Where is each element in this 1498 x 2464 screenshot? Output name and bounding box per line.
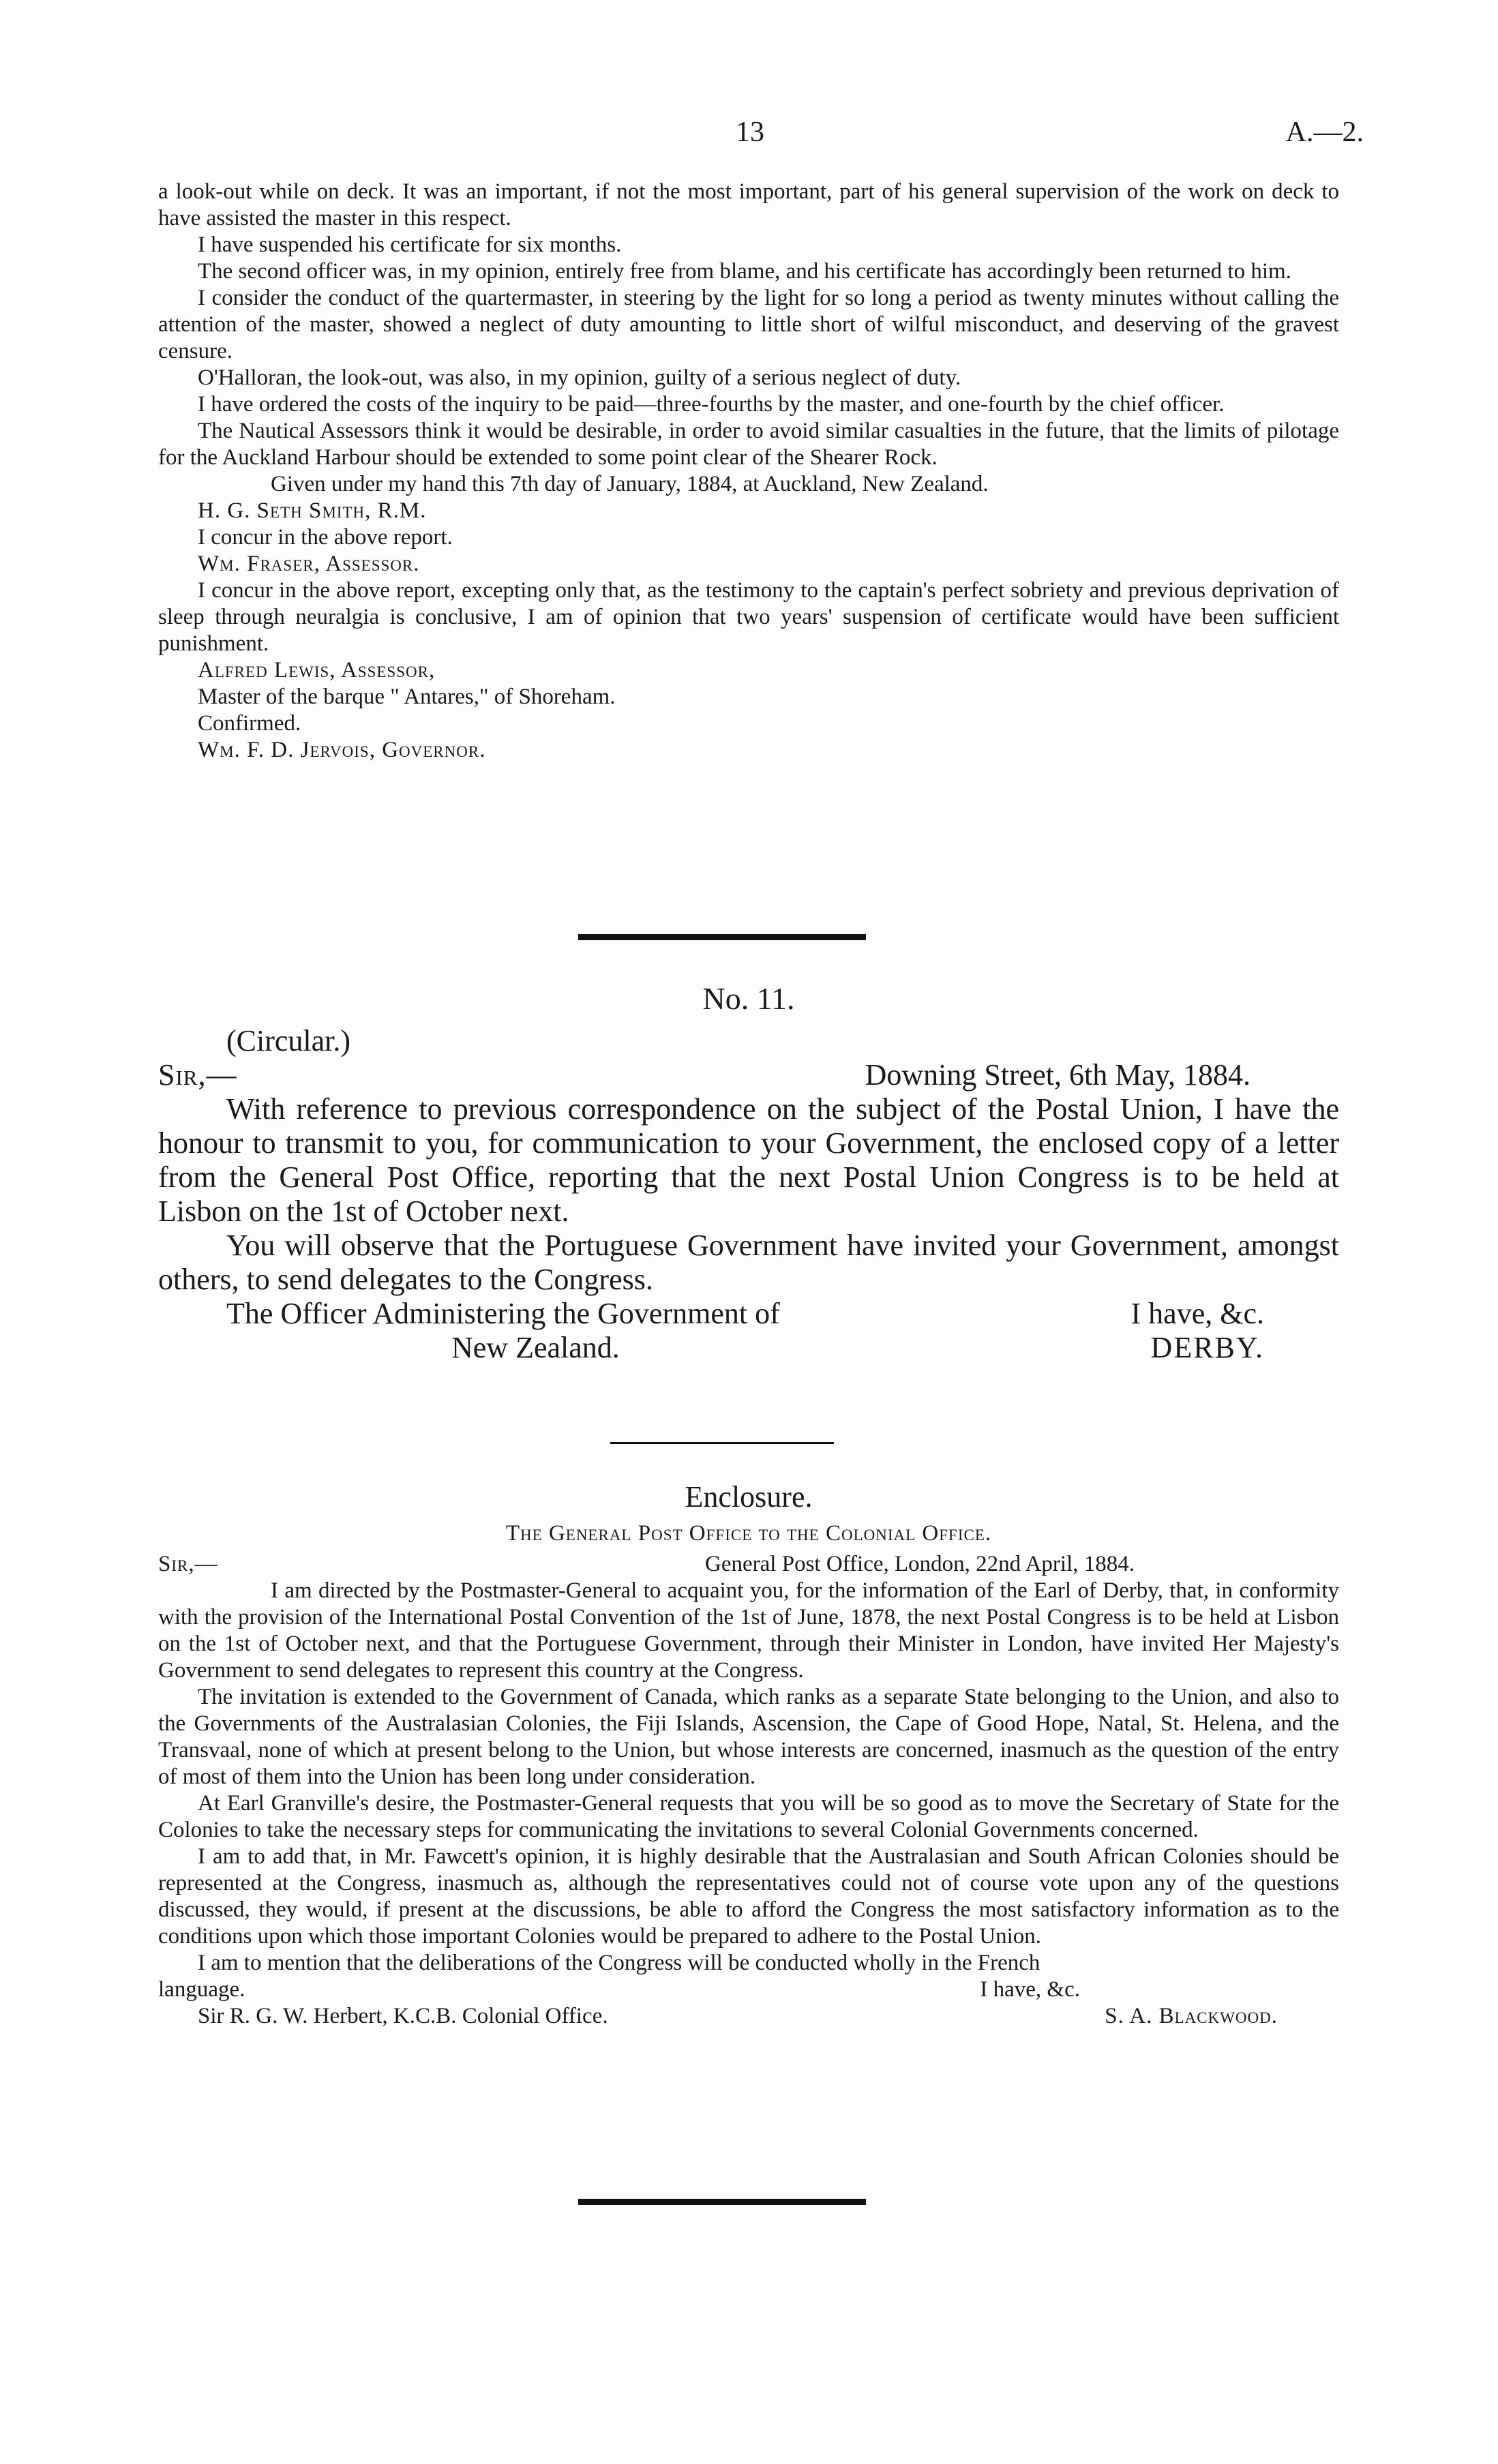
place-date: General Post Office, London, 22nd April, 1884. (705, 1552, 1135, 1576)
closing-phrase: I have, &c. (980, 1977, 1080, 2002)
enclosure-paragraph: I am to add that, in Mr. Fawcett's opinion, it is highly desirable that the Australasian and South African Colonies should be represented at the Congress, inasmuch as, although the representatives could not of course vote upon any of the questions discussed, they would, if present at the discussions, be able to afford the Congress the most satisfactory information as to the conditions upon which those important Colonies would be prepared to adhere to the Postal Union. (158, 1844, 1339, 1949)
signature-lewis-title: Master of the barque " Antares," of Shoreham. (198, 685, 616, 709)
page-number: 13 (736, 117, 764, 148)
signature-derby: DERBY. (1150, 1331, 1264, 1364)
circular-label: (Circular.) (226, 1024, 351, 1057)
enclosure-paragraph: At Earl Granville's desire, the Postmaster-General requests that you will be so good as to move the Secretary of State for the Colonies to take the necessary steps for communicating the invitations to several Colonial Governments concerned. (158, 1791, 1339, 1842)
given-under-hand: Given under my hand this 7th day of January, 1884, at Auckland, New Zealand. (271, 472, 989, 496)
section-divider (578, 934, 866, 940)
place-date: Downing Street, 6th May, 1884. (865, 1058, 1250, 1092)
confirmed-label: Confirmed. (198, 711, 301, 736)
enclosure-paragraph: I am directed by the Postmaster-General to acquaint you, for the information of the Earl of Derby, that, in conformity with the provision of the International Postal Convention of the 1st of June, 1878, the next Postal Congress is to be held at Lisbon on the 1st of October next, and that the Portuguese Government, through their Minister in London, have invited Her Majesty's Government to send delegates to represent this country at the Congress. (158, 1578, 1339, 1683)
report-paragraph: I have ordered the costs of the inquiry to be paid—three-fourths by the master, and one-fourth by the chief officer. (198, 392, 1225, 417)
concur-line-fraser: I concur in the above report. (198, 525, 453, 550)
enclosure-route: The General Post Office to the Colonial Office. (505, 1521, 992, 1546)
inquiry-report-section (158, 179, 1339, 764)
report-paragraph: The Nautical Assessors think it would be desirable, in order to avoid similar casualties in the future, that the limits of pilotage for the Auckland Harbour should be extended to some point clear of the Shearer Rock. (158, 419, 1339, 470)
enclosure-section (158, 1479, 1339, 2030)
enclosure-paragraph: I am to mention that the deliberations of the Congress will be conducted wholly in the French (198, 1951, 1040, 1975)
signature-jervois: Wm. F. D. Jervois, Governor. (198, 738, 486, 762)
despatch-paragraph: You will observe that the Portuguese Government have invited your Government, amongst others, to send delegates to the Congress. (158, 1229, 1339, 1296)
section-divider (578, 2199, 866, 2205)
enclosure-heading: Enclosure. (685, 1480, 813, 1514)
despatch-no-11 (158, 982, 1339, 1365)
despatch-paragraph: With reference to previous correspondence on the subject of the Postal Union, I have the honour to transmit to you, for communication to your Government, the enclosed copy of a letter from the General Post Office, reporting that the next Postal Union Congress is to be held at Lisbon on the 1st of October next. (158, 1092, 1339, 1228)
addressee-line: The Officer Administering the Government of (226, 1297, 780, 1330)
report-paragraph: a look-out while on deck. It was an important, if not the most important, part of his general supervision of the work on deck to have assisted the master in this respect. (158, 179, 1339, 230)
signature-lewis: Alfred Lewis, Assessor, (198, 658, 436, 682)
enclosure-last-word: language. (158, 1977, 245, 2002)
report-paragraph: The second officer was, in my opinion, entirely free from blame, and his certificate has accordingly been returned to him. (198, 259, 1291, 284)
concur-paragraph-lewis: I concur in the above report, excepting only that, as the testimony to the captain's perfect sobriety and previous deprivation of sleep through neuralgia is conclusive, I am of opinion that two years' suspension of certificate would have been sufficient punishment. (158, 578, 1339, 656)
despatch-title: No. 11. (702, 981, 795, 1016)
paper-reference: A.—2. (1285, 117, 1364, 148)
section-divider (610, 1442, 834, 1444)
closing-phrase: I have, &c. (1130, 1297, 1264, 1330)
signature-blackwood: S. A. Blackwood. (1105, 2004, 1278, 2028)
enclosure-paragraph: The invitation is extended to the Government of Canada, which ranks as a separate State belonging to the Union, and also to the Governments of the Australasian Colonies, the Fiji Islands, Ascension, the Cape of Good Hope, Natal, St. Helena, and the Transvaal, none of which at present belong to the Union, but whose interests are concerned, inasmuch as the question of the entry of most of them into the Union has been long under consideration. (158, 1685, 1339, 1789)
signature-smith: H. G. Seth Smith, R.M. (198, 498, 427, 523)
salutation: Sir,— (158, 1552, 218, 1576)
report-paragraph: O'Halloran, the look-out, was also, in my opinion, guilty of a serious neglect of duty. (198, 365, 961, 390)
addressee-line: New Zealand. (451, 1331, 620, 1364)
report-paragraph: I consider the conduct of the quartermaster, in steering by the light for so long a period as twenty minutes without calling the attention of the master, showed a neglect of duty amounting to little short of wilful misconduct, and deserving of the gravest censure. (158, 286, 1339, 363)
salutation: Sir,— (158, 1058, 237, 1092)
signature-fraser: Wm. Fraser, Assessor. (198, 552, 420, 576)
report-paragraph: I have suspended his certificate for six months. (198, 232, 622, 257)
recipient-line: Sir R. G. W. Herbert, K.C.B. Colonial Office. (198, 2004, 608, 2028)
